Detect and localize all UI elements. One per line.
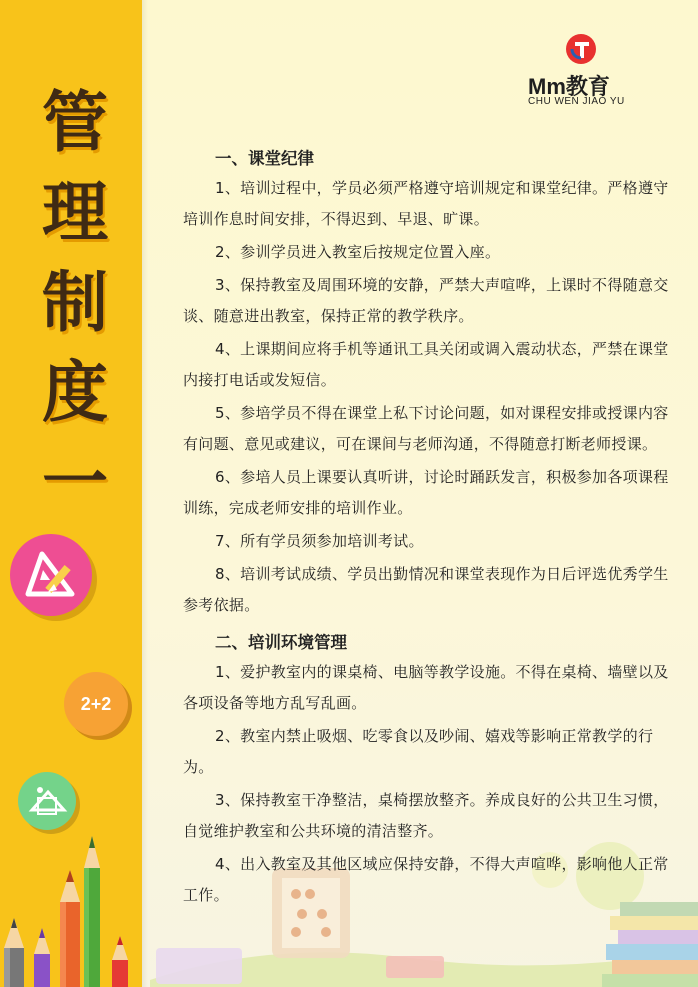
shapes-icon — [18, 772, 76, 830]
colored-pencils-illustration — [0, 828, 150, 987]
rule-item: 7、所有学员须参加培训考试。 — [215, 532, 424, 550]
logo-icon — [566, 34, 596, 64]
rule-item: 3、保持教室干净整洁，桌椅摆放整齐。养成良好的公共卫生习惯，自觉维护教室和公共环境的清洁整齐。 — [183, 791, 669, 840]
rule-item: 2、教室内禁止吸烟、吃零食以及吵闹、嬉戏等影响正常教学的行为。 — [183, 727, 654, 776]
logo — [524, 32, 638, 112]
title-char: 制 — [42, 264, 108, 341]
vertical-title — [30, 78, 120, 528]
logo-brand: Mm教育 — [528, 74, 610, 99]
rule-item: 2、参训学员进入教室后按规定位置入座。 — [215, 243, 501, 261]
rule-item: 1、培训过程中，学员必须严格遵守培训规定和课堂纪律。严格遵守培训作息时间安排，不得迟到、早退、旷课。 — [183, 179, 669, 228]
ruler-pencil-icon — [10, 534, 92, 616]
title-char: 度 — [42, 354, 108, 431]
title-char: 管 — [42, 84, 108, 161]
rule-item: 5、参培学员不得在课堂上私下讨论问题，如对课程安排或授课内容有问题、意见或建议，可在课间与老师沟通，不得随意打断老师授课。 — [183, 404, 669, 453]
section-title: 二、培训环境管理 — [215, 633, 347, 652]
math-icon — [64, 672, 128, 736]
rule-item: 4、出入教室及其他区域应保持安静，不得大声喧哗，影响他人正常工作。 — [183, 855, 669, 904]
title-char: 理 — [42, 174, 108, 251]
math-icon-text: 2+2 — [80, 694, 112, 714]
section-title: 一、课堂纪律 — [215, 149, 314, 168]
rule-item: 8、培训考试成绩、学员出勤情况和课堂表现作为日后评选优秀学生参考依据。 — [183, 565, 669, 614]
rule-item: 3、保持教室及周围环境的安静，严禁大声喧哗，上课时不得随意交谈、随意进出教室，保持正常的教学秩序。 — [183, 276, 669, 325]
title-char: 一 — [42, 444, 108, 521]
logo-subtitle: CHU WEN JIAO YU — [528, 96, 625, 107]
rule-item: 4、上课期间应将手机等通讯工具关闭或调入震动状态，严禁在课堂内接打电话或发短信。 — [183, 340, 669, 389]
rules-content — [183, 145, 679, 913]
rule-item: 6、参培人员上课要认真听讲，讨论时踊跃发言，积极参加各项课程训练，完成老师安排的培训作业。 — [183, 468, 669, 517]
rule-item: 1、爱护教室内的课桌椅、电脑等教学设施。不得在桌椅、墙壁以及各项设备等地方乱写乱画。 — [183, 663, 669, 712]
